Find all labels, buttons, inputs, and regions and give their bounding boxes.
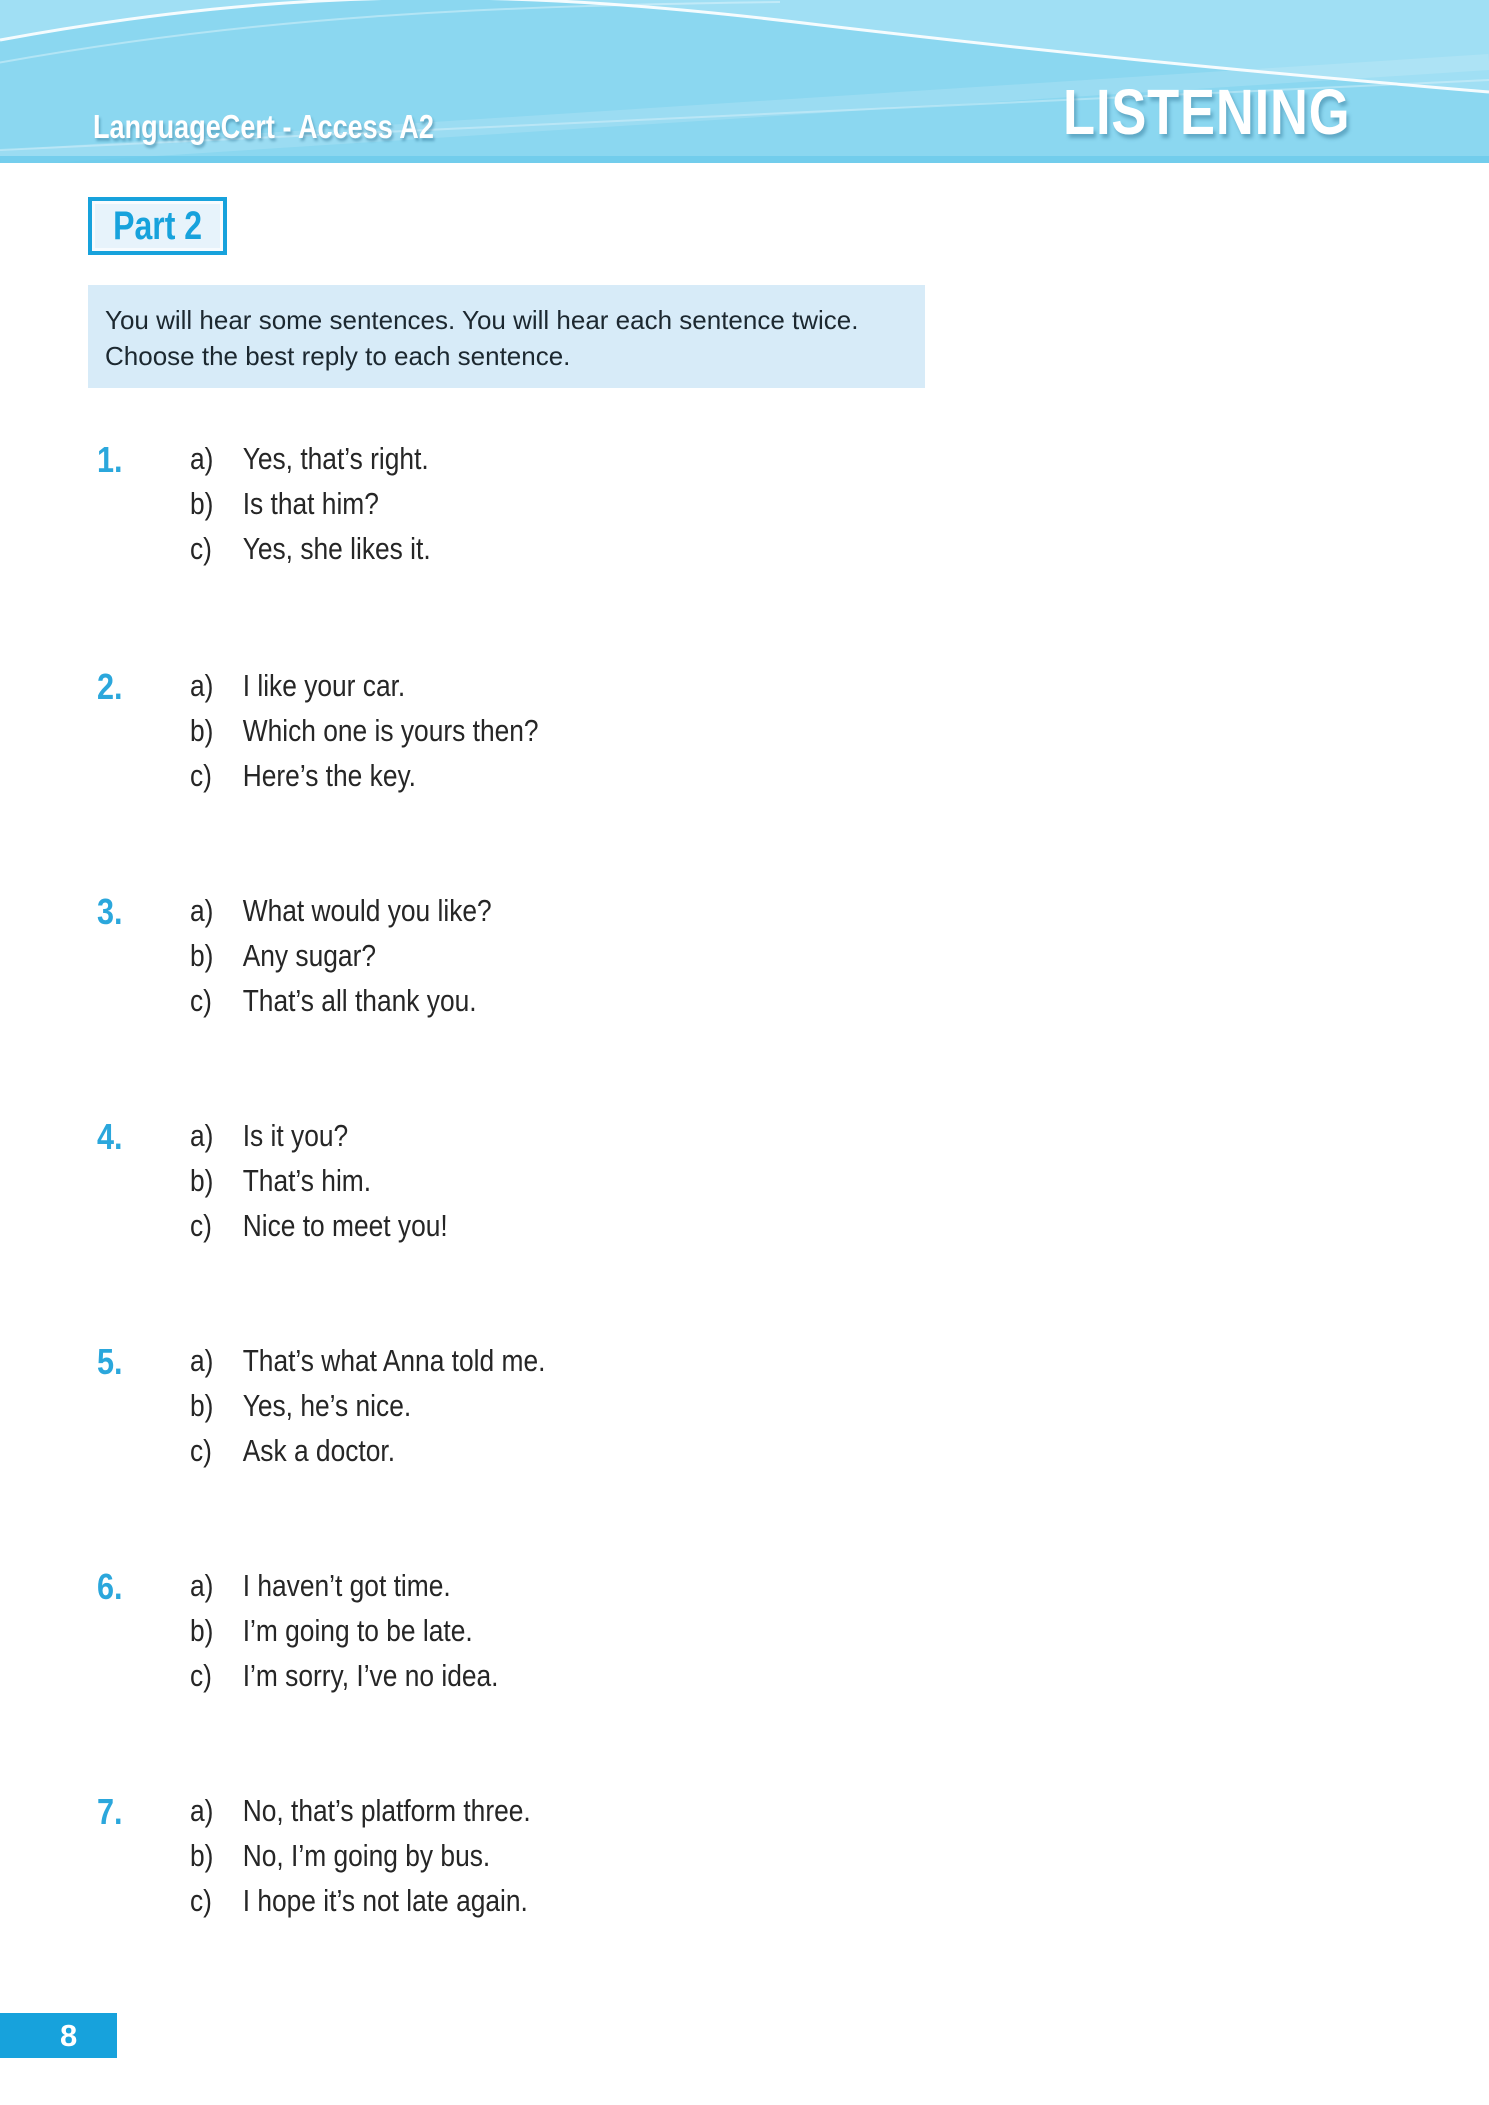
options-list (190, 1344, 608, 1479)
option-letter: c) (190, 983, 212, 1018)
instructions-line1: You will hear some sentences. You will hear each sentence twice. (105, 305, 859, 335)
option-text: I like your car. (242, 668, 406, 703)
options-list (190, 669, 600, 804)
option-c (190, 1209, 448, 1254)
page-header (0, 0, 1489, 163)
page-number-tab (0, 2013, 117, 2058)
part-label: Part 2 (113, 204, 202, 248)
instructions-box (88, 285, 925, 388)
option-letter: b) (190, 713, 214, 748)
option-text: Is it you? (242, 1118, 349, 1153)
option-letter: a) (190, 441, 214, 476)
options-list (190, 1794, 591, 1929)
option-text: Ask a doctor. (242, 1433, 396, 1468)
question-number: 1. (97, 439, 123, 480)
part-badge (88, 197, 227, 255)
question-number: 6. (97, 1566, 123, 1607)
options-list (190, 1569, 553, 1704)
option-a (190, 1344, 545, 1389)
option-c (190, 1659, 498, 1704)
option-letter: a) (190, 893, 214, 928)
options-list (190, 1119, 493, 1254)
option-letter: b) (190, 1613, 214, 1648)
option-a (190, 1794, 531, 1839)
option-c (190, 532, 431, 577)
option-letter: c) (190, 1433, 212, 1468)
option-b (190, 939, 492, 984)
option-letter: c) (190, 758, 212, 793)
option-text: What would you like? (242, 893, 492, 928)
option-a (190, 1569, 498, 1614)
option-letter: a) (190, 668, 214, 703)
option-letter: a) (190, 1568, 214, 1603)
option-a (190, 1119, 448, 1164)
option-letter: a) (190, 1793, 214, 1828)
option-text: No, I’m going by bus. (242, 1838, 491, 1873)
option-text: Yes, she likes it. (242, 531, 431, 566)
option-letter: b) (190, 486, 214, 521)
option-letter: b) (190, 1163, 214, 1198)
option-c (190, 759, 539, 804)
option-b (190, 1164, 448, 1209)
option-text: Yes, he’s nice. (242, 1388, 412, 1423)
options-list (190, 442, 473, 577)
question-number: 2. (97, 666, 123, 707)
page-number: 8 (60, 2018, 78, 2053)
options-list (190, 894, 545, 1029)
option-text: That’s him. (242, 1163, 372, 1198)
option-letter: c) (190, 1208, 212, 1243)
option-a (190, 669, 539, 714)
option-b (190, 1614, 498, 1659)
option-c (190, 1434, 545, 1479)
option-text: Nice to meet you! (242, 1208, 448, 1243)
option-text: No, that’s platform three. (242, 1793, 531, 1828)
instructions-line2: Choose the best reply to each sentence. (105, 341, 571, 371)
question-number: 5. (97, 1341, 123, 1382)
option-letter: b) (190, 938, 214, 973)
option-text: I’m going to be late. (242, 1613, 473, 1648)
option-c (190, 1884, 531, 1929)
option-text: Is that him? (242, 486, 379, 521)
option-letter: c) (190, 1883, 212, 1918)
option-letter: b) (190, 1838, 214, 1873)
option-b (190, 1389, 545, 1434)
option-text: That’s all thank you. (242, 983, 477, 1018)
question-number: 3. (97, 891, 123, 932)
option-letter: a) (190, 1343, 214, 1378)
option-b (190, 487, 431, 532)
option-b (190, 714, 539, 759)
question-number: 4. (97, 1116, 123, 1157)
option-a (190, 894, 492, 939)
option-text: That’s what Anna told me. (242, 1343, 546, 1378)
option-c (190, 984, 492, 1029)
option-text: Which one is yours then? (242, 713, 539, 748)
option-text: Any sugar? (242, 938, 377, 973)
option-text: Yes, that’s right. (242, 441, 429, 476)
section-title: LISTENING (1062, 76, 1350, 148)
option-letter: c) (190, 1658, 212, 1693)
option-b (190, 1839, 531, 1884)
option-text: I’m sorry, I’ve no idea. (242, 1658, 499, 1693)
option-text: I haven’t got time. (242, 1568, 451, 1603)
option-letter: b) (190, 1388, 214, 1423)
question-number: 7. (97, 1791, 123, 1832)
option-text: I hope it’s not late again. (242, 1883, 528, 1918)
option-letter: c) (190, 531, 212, 566)
brand-title: LanguageCert - Access A2 (93, 108, 434, 145)
option-letter: a) (190, 1118, 214, 1153)
option-text: Here’s the key. (242, 758, 417, 793)
option-a (190, 442, 431, 487)
